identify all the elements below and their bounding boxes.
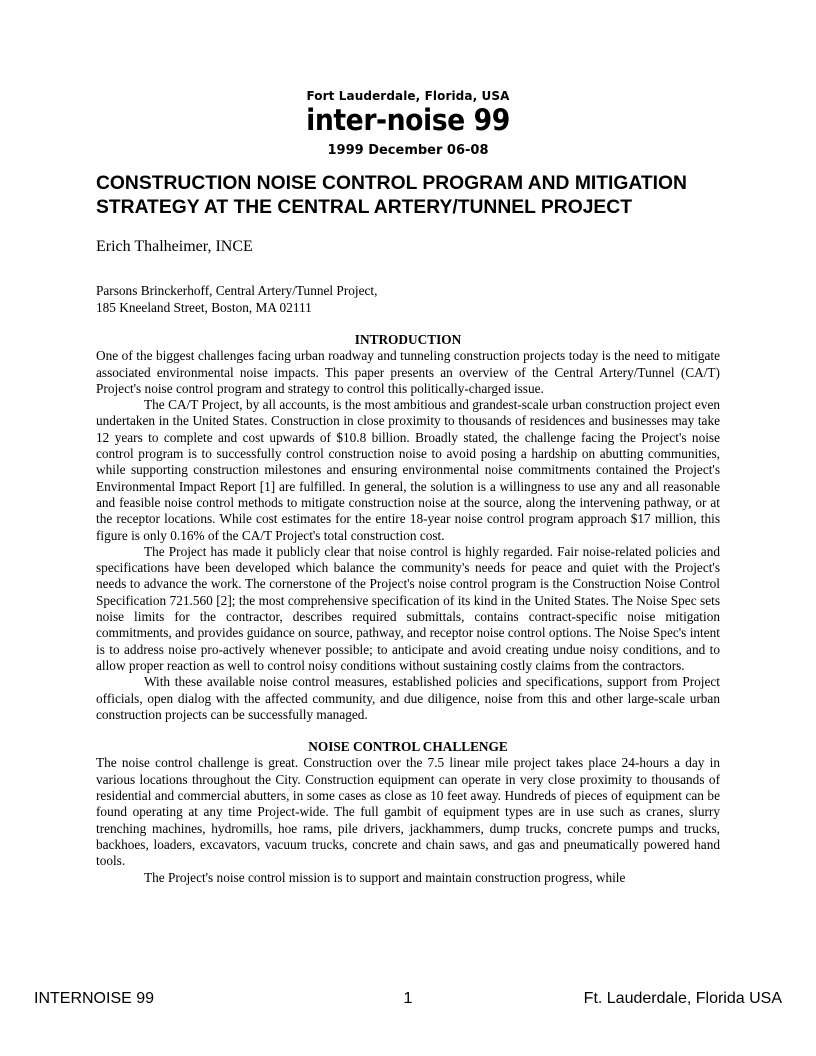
- paragraph: With these available noise control measures, established policies and specifications, support from Project officials, open dialog with the affected community, and due diligence, noise from this and other large-scale urban construction projects can be successfully managed.: [96, 674, 720, 722]
- paper-body: [96, 332, 720, 886]
- conference-location: Fort Lauderdale, Florida, USA: [306, 89, 510, 103]
- page-number: 1: [403, 990, 413, 1007]
- footer-right: Ft. Lauderdale, Florida USA: [583, 990, 782, 1007]
- paper-title: [96, 172, 756, 220]
- author-affiliation: [96, 282, 377, 316]
- author-name: Erich Thalheimer, INCE: [96, 238, 253, 255]
- section-spacer: [96, 723, 720, 739]
- section-heading-introduction: INTRODUCTION: [354, 332, 462, 347]
- paragraph: The CA/T Project, by all accounts, is the most ambitious and grandest-scale urban construction project even undertaken in the United States. Construction in close proximity to thousands of residences and businesses may take 12 years to complete and cost upwards of $10.8 billion. Broadly stated, the challenge facing the Project's noise control program is to successfully control construction noise to avoid posing a hardship on abutting communities, while supporting construction milestones and ensuring environmental noise commitments contained the Project's Environmental Impact Report [1] are fulfilled. In general, the solution is a willingness to use any and all reasonable and feasible noise control methods to mitigate construction noise at the source, along the intervening pathway, or at the receptor locations. While cost estimates for the entire 18-year noise control program approach $17 million, this figure is only 0.16% of the CA/T Project's total construction cost.: [96, 397, 720, 543]
- affiliation-line: 185 Kneeland Street, Boston, MA 02111: [96, 300, 312, 315]
- footer-left: INTERNOISE 99: [34, 990, 155, 1007]
- section-heading-noise-control-challenge: NOISE CONTROL CHALLENGE: [308, 739, 508, 755]
- paper-title-line: CONSTRUCTION NOISE CONTROL PROGRAM AND MITIGATION: [96, 173, 687, 194]
- affiliation-line: Parsons Brinckerhoff, Central Artery/Tunnel Project,: [96, 283, 378, 298]
- conference-date: 1999 December 06-08: [327, 143, 489, 158]
- paper-title-line: STRATEGY AT THE CENTRAL ARTERY/TUNNEL PROJECT: [96, 197, 632, 218]
- conference-logo: inter-noise 99: [306, 103, 510, 137]
- paragraph: The noise control challenge is great. Construction over the 7.5 linear mile project takes place 24-hours a day in various locations throughout the City. Construction equipment can operate in very close proximity to thousands of residential and commercial abutters, in some cases as close as 10 feet away. Hundreds of pieces of equipment can be found operating at any time Project-wide. The full gambit of equipment types are in use such as cranes, slurry trenching machines, hydromills, hoe rams, pile drivers, jackhammers, dump trucks, concrete pumps and trucks, backhoes, loaders, excavators, vacuum trucks, concrete and chain saws, and gas and pneumatically powered hand tools.: [96, 755, 720, 869]
- paragraph: The Project's noise control mission is to support and maintain construction progress, while: [144, 869, 626, 885]
- paragraph: The Project has made it publicly clear that noise control is highly regarded. Fair noise-related policies and specifications have been developed which balance the community's needs for peace and quiet with the Project's needs to advance the work. The cornerstone of the Project's noise control program is the Construction Noise Control Specification 721.560 [2]; the most comprehensive specification of its kind in the United States. The Noise Spec sets noise limits for the contractor, describes required submittals, contains contract-specific noise mitigation commitments, and provides guidance on source, pathway, and receptor noise control options. The Noise Spec's intent is to address noise pro-actively whenever possible; to anticipate and avoid creating undue noisy conditions, and to allow proper reaction as well to control noisy conditions without sustaining costly claims from the contractors.: [96, 543, 720, 673]
- paragraph: One of the biggest challenges facing urban roadway and tunneling construction projects today is the need to mitigate associated environmental noise impacts. This paper presents an overview of the Central Artery/Tunnel (CA/T) Project's noise control program and strategy to control this politically-charged issue.: [96, 348, 720, 396]
